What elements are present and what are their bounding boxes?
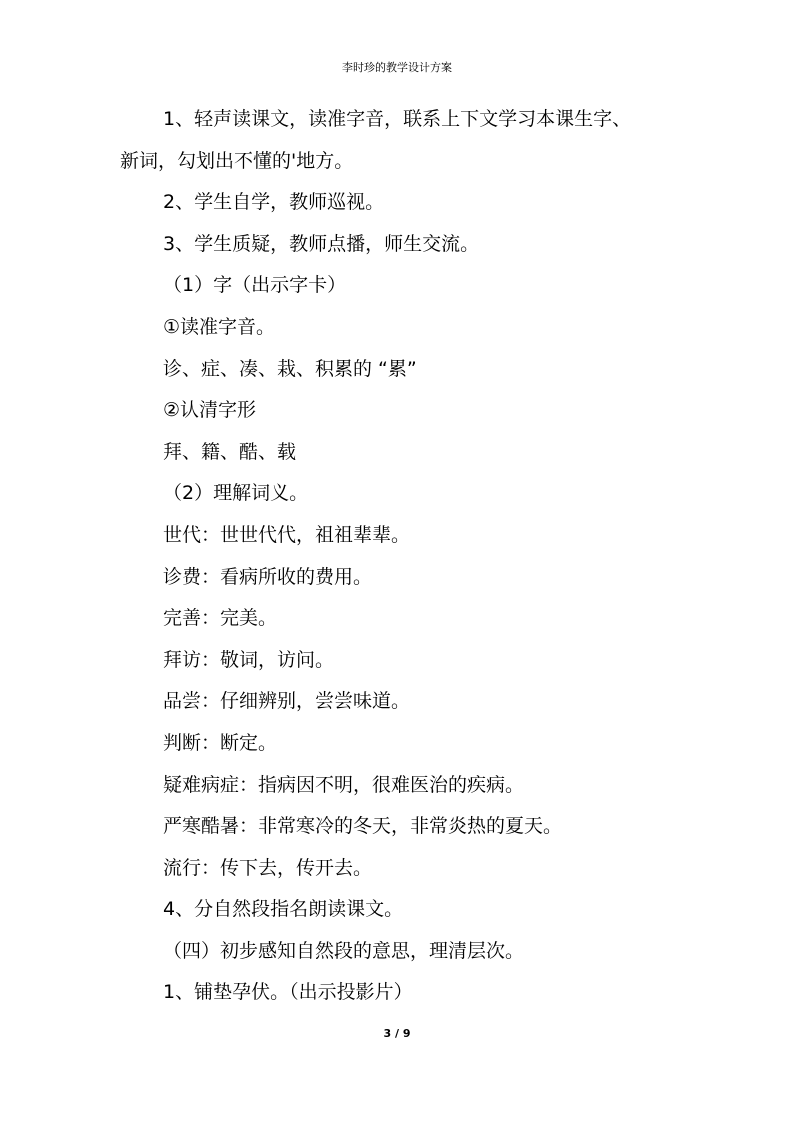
paragraph-line: 品尝：仔细辨别，尝尝味道。 bbox=[163, 690, 411, 713]
paragraph-line: （四）初步感知自然段的意思，理清层次。 bbox=[163, 939, 525, 962]
paragraph-line: 世代：世世代代，祖祖辈辈。 bbox=[163, 523, 411, 546]
paragraph-line: 新词，勾划出不懂的'地方。 bbox=[120, 149, 354, 172]
page-number: 3 / 9 bbox=[383, 1027, 411, 1040]
paragraph-line: 3、学生质疑，教师点播，师生交流。 bbox=[163, 232, 480, 255]
paragraph-line: ①读准字音。 bbox=[163, 315, 276, 338]
paragraph-line: 4、分自然段指名朗读课文。 bbox=[163, 898, 404, 921]
document-body bbox=[120, 99, 720, 1014]
paragraph-line: （2）理解词义。 bbox=[163, 482, 309, 505]
paragraph-line: 1、铺垫孕伏。（出示投影片） bbox=[163, 981, 413, 1004]
page-header-title: 李时珍的教学设计方案 bbox=[342, 61, 452, 74]
paragraph-line: 流行：传下去，传开去。 bbox=[163, 856, 373, 879]
paragraph-line: 判断：断定。 bbox=[163, 731, 278, 754]
paragraph-line: 诊费：看病所收的费用。 bbox=[163, 565, 373, 588]
paragraph-line: 完善：完美。 bbox=[163, 607, 278, 630]
paragraph-line: 疑难病症：指病因不明，很难医治的疾病。 bbox=[163, 773, 525, 796]
paragraph-line: 1、轻声读课文，读准字音，联系上下文学习本课生字、 bbox=[163, 108, 632, 130]
paragraph-line: 2、学生自学，教师巡视。 bbox=[163, 191, 385, 214]
paragraph-line: 严寒酷暑：非常寒冷的冬天，非常炎热的夏天。 bbox=[163, 815, 563, 838]
paragraph-line: （1）字（出示字卡） bbox=[163, 274, 347, 297]
paragraph-line: 拜访：敬词，访问。 bbox=[163, 648, 335, 671]
paragraph-line: ②认清字形 bbox=[163, 399, 257, 422]
paragraph-line: 诊、症、凑、栽、积累的 “累” bbox=[163, 357, 417, 380]
paragraph-line: 拜、籍、酷、载 bbox=[163, 440, 297, 463]
